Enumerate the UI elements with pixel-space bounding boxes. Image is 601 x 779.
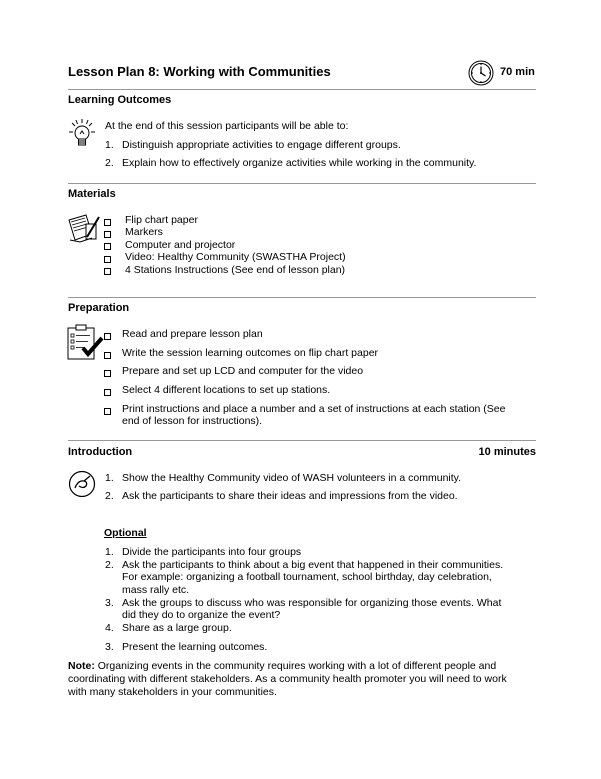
outcome-number: 1. <box>105 139 114 151</box>
intro-step: Ask the participants to share their ideas and impressions from the video. <box>122 490 458 502</box>
optional-number: 4. <box>105 622 114 634</box>
section-heading-materials: Materials <box>68 188 116 200</box>
optional-step: Ask the participants to think about a big event that happened in their communities. <box>122 559 504 571</box>
materials-icon <box>66 212 100 244</box>
optional-step: Ask the groups to discuss who was responsible for organizing those events. What <box>122 597 502 609</box>
preparation-item: Write the session learning outcomes on flip chart paper <box>122 347 379 359</box>
note-text: Organizing events in the community requires working with a lot of different people and <box>94 660 497 672</box>
optional-number: 2. <box>105 559 114 571</box>
note-text: coordinating with different stakeholders. As a community health promoter you will need to work <box>68 673 507 685</box>
bullet <box>104 219 111 226</box>
introduction-time: 10 minutes <box>478 446 536 458</box>
section-heading-preparation: Preparation <box>68 302 130 314</box>
bullet <box>104 231 111 238</box>
intro-number: 1. <box>105 472 114 484</box>
bullet <box>104 333 111 340</box>
divider <box>68 89 536 90</box>
material-item: 4 Stations Instructions (See end of lesson plan) <box>125 264 346 276</box>
preparation-item: Select 4 different locations to set up stations. <box>122 384 331 396</box>
optional-step-continued: mass rally etc. <box>122 584 190 596</box>
divider <box>68 183 536 184</box>
bullet <box>104 408 111 415</box>
optional-step: Divide the participants into four groups <box>122 546 302 558</box>
divider <box>68 297 536 298</box>
section-heading-learning-outcomes: Learning Outcomes <box>68 94 172 106</box>
optional-number: 1. <box>105 546 114 558</box>
note-label: Note: <box>68 660 95 672</box>
optional-step: Share as a large group. <box>122 622 232 634</box>
material-item: Markers <box>125 226 163 238</box>
note-paragraph <box>68 660 496 673</box>
divider <box>68 440 536 441</box>
preparation-item-continued: end of lesson for instructions). <box>122 415 263 427</box>
material-item: Computer and projector <box>125 239 236 251</box>
optional-number: 3. <box>105 641 114 653</box>
optional-step: Present the learning outcomes. <box>122 641 268 653</box>
facilitator-icon <box>68 470 96 498</box>
lightbulb-icon <box>66 116 100 152</box>
clock-icon <box>468 60 494 86</box>
page-title: Lesson Plan 8: Working with Communities <box>68 64 331 79</box>
note-text: with many stakeholders in your communities. <box>68 686 277 698</box>
bullet <box>104 243 111 250</box>
bullet <box>104 256 111 263</box>
optional-number: 3. <box>105 597 114 609</box>
bullet <box>104 370 111 377</box>
outcome-number: 2. <box>105 157 114 169</box>
outcomes-intro: At the end of this session participants will be able to: <box>105 120 349 132</box>
optional-step-continued: did they do to organize the event? <box>122 609 281 621</box>
lesson-duration: 70 min <box>500 66 535 78</box>
outcome-text: Distinguish appropriate activities to engage different groups. <box>122 139 401 151</box>
bullet <box>104 389 111 396</box>
preparation-item: Prepare and set up LCD and computer for the video <box>122 365 364 377</box>
material-item: Video: Healthy Community (SWASTHA Project) <box>125 251 346 263</box>
preparation-item: Read and prepare lesson plan <box>122 328 263 340</box>
intro-number: 2. <box>105 490 114 502</box>
preparation-item: Print instructions and place a number and a set of instructions at each station (See <box>122 403 506 415</box>
section-heading-introduction: Introduction <box>68 446 133 458</box>
bullet <box>104 352 111 359</box>
optional-heading: Optional <box>104 527 147 539</box>
intro-step: Show the Healthy Community video of WASH volunteers in a community. <box>122 472 462 484</box>
outcome-text: Explain how to effectively organize activities while working in the community. <box>122 157 477 169</box>
optional-step-continued: For example: organizing a football tournament, school birthday, day celebration, <box>122 571 492 583</box>
bullet <box>104 268 111 275</box>
material-item: Flip chart paper <box>125 214 198 226</box>
checklist-icon <box>66 324 104 362</box>
